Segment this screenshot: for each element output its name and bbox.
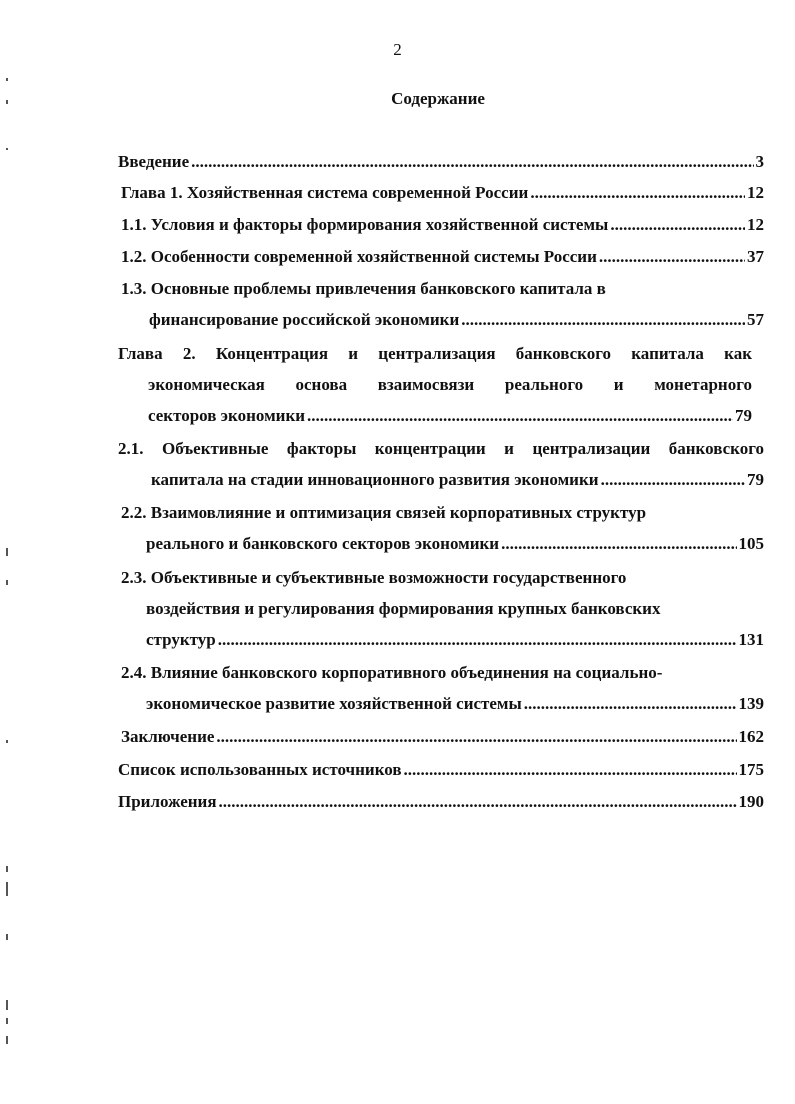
leader-dots (307, 400, 733, 431)
toc-entry-label: капитала на стадии инновационного развития экономики (151, 470, 599, 489)
toc-entry-page: 79 (735, 406, 752, 425)
toc-entry-label: Введение (118, 152, 190, 171)
toc-entry-label: секторов экономики (148, 406, 306, 425)
toc-entry-label: Заключение (121, 727, 215, 746)
toc-entry-label: 2.4. Влияние банковского корпоративного объединения на социально- (121, 663, 663, 682)
toc-entry-section-1-1 (121, 209, 764, 240)
toc-entry-page: 12 (747, 183, 764, 202)
leader-dots (610, 209, 745, 240)
leader-dots (599, 241, 745, 272)
leader-dots (191, 146, 753, 177)
toc-entry-label: экономическое развитие хозяйственной системы (146, 694, 522, 713)
toc-entry-section-2-1 (118, 433, 764, 495)
toc-entry-label: 2.1. Объективные факторы концентрации и централизации банковского (118, 439, 764, 458)
leader-dots (218, 624, 737, 655)
scan-speck (6, 934, 8, 940)
leader-dots (501, 528, 736, 559)
toc-entry-label: Список использованных источников (118, 760, 402, 779)
scan-speck (6, 100, 8, 104)
scan-speck (6, 882, 8, 896)
scan-speck (6, 1036, 8, 1044)
toc-entry-page: 162 (738, 727, 764, 746)
toc-entry-label: 1.2. Особенности современной хозяйственной системы России (121, 247, 597, 266)
toc-entry-label: воздействия и регулирования формирования крупных банковских (146, 599, 661, 618)
toc-entry-references (118, 754, 764, 785)
toc-entry-label: 1.3. Основные проблемы привлечения банковского капитала в (121, 279, 606, 298)
leader-dots (601, 464, 745, 495)
toc-entry-label: Приложения (118, 792, 217, 811)
toc-entry-label: реального и банковского секторов экономики (146, 534, 500, 553)
toc-entry-appendices (118, 786, 764, 817)
toc-entry-page: 190 (738, 792, 764, 811)
leader-dots (216, 721, 736, 752)
toc-entry-page: 139 (738, 694, 764, 713)
toc-entry-chapter-1 (121, 177, 764, 208)
leader-dots (524, 688, 737, 719)
scan-speck (6, 78, 8, 81)
scan-speck (6, 1000, 8, 1010)
toc-entry-label: 1.1. Условия и факторы формирования хозяйственной системы (121, 215, 609, 234)
scan-speck (6, 1018, 8, 1024)
toc-entry-page: 57 (747, 310, 764, 329)
leader-dots (219, 786, 737, 817)
toc-entry-section-2-2 (121, 497, 764, 559)
toc-entry-chapter-2 (118, 338, 752, 431)
toc-entry-introduction (118, 146, 764, 177)
toc-entry-page: 175 (738, 760, 764, 779)
toc-entry-page: 12 (747, 215, 764, 234)
toc-entry-label: финансирование российской экономики (149, 310, 460, 329)
toc-entry-page: 3 (755, 152, 764, 171)
scan-speck (6, 148, 8, 150)
toc-entry-conclusion (121, 721, 764, 752)
toc-entry-section-2-4 (121, 657, 764, 719)
scan-speck (6, 740, 8, 743)
page-number: 2 (393, 40, 402, 59)
leader-dots (530, 177, 745, 208)
toc-entry-page: 79 (747, 470, 764, 489)
toc-entry-page: 131 (738, 630, 764, 649)
toc-entry-page: 37 (747, 247, 764, 266)
toc-entry-label: экономическая основа взаимосвязи реального и монетарного (148, 375, 752, 394)
toc-entry-section-1-3 (121, 273, 764, 335)
toc-entry-label: 2.3. Объективные и субъективные возможности государственного (121, 568, 627, 587)
toc-title: Содержание (391, 89, 485, 108)
leader-dots (461, 304, 745, 335)
toc-entry-label: Глава 2. Концентрация и централизация банковского капитала как (118, 344, 752, 363)
toc-entry-section-1-2 (121, 241, 764, 272)
toc-entry-label: 2.2. Взаимовлияние и оптимизация связей корпоративных структур (121, 503, 647, 522)
toc-entry-page: 105 (738, 534, 764, 553)
leader-dots (404, 754, 737, 785)
toc-entry-section-2-3 (121, 562, 764, 655)
scan-speck (6, 580, 8, 585)
toc-entry-label: Глава 1. Хозяйственная система современной России (121, 183, 529, 202)
scan-speck (6, 548, 8, 556)
toc-entry-label: структур (146, 630, 216, 649)
scan-speck (6, 866, 8, 872)
